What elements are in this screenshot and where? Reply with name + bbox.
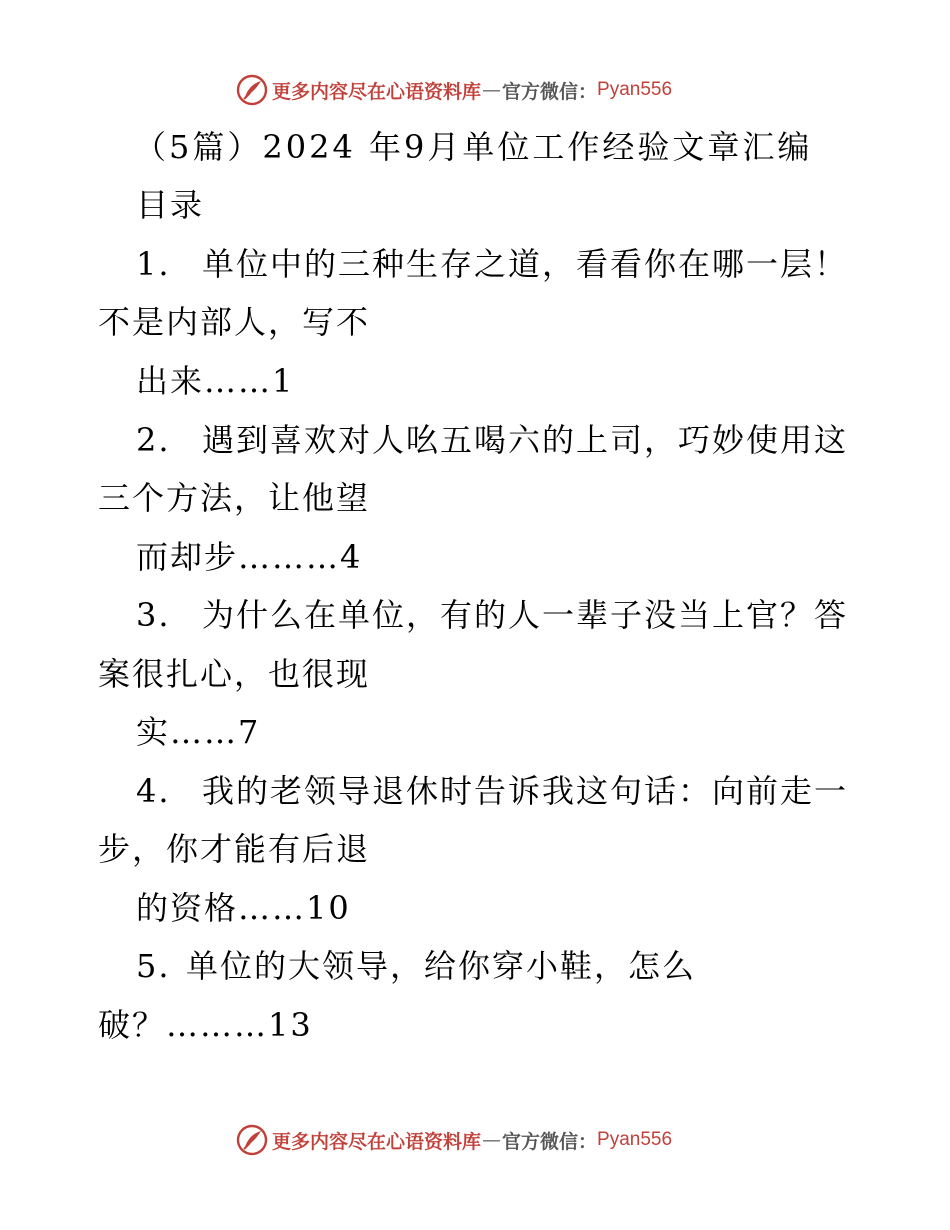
feather-pen-logo-icon (236, 74, 268, 106)
watermark-official-label: 官方微信： (502, 1130, 598, 1153)
toc-item-text: 为什么在单位，有的人一辈子没当上官？答 (202, 596, 849, 634)
toc-item-1-line3: 出来……1 (136, 362, 295, 400)
watermark-wechat-id: Pyan556 (597, 79, 673, 100)
toc-item-number: 4. (136, 772, 171, 810)
toc-item-1-line1 (136, 244, 848, 284)
toc-item-text: 单位中的三种生存之道，看看你在哪一层！ (202, 245, 849, 283)
toc-item-3-line3: 实……7 (136, 713, 261, 751)
toc-item-number: 1. (136, 245, 171, 283)
watermark-official-label: 官方微信： (502, 80, 598, 103)
toc-item-number: 5. (136, 947, 171, 985)
watermark-brand-text: 更多内容尽在心语资料库 (272, 1130, 482, 1153)
toc-item-5-line1 (136, 946, 696, 986)
feather-pen-logo-icon (236, 1124, 268, 1156)
toc-item-text: 我的老领导退休时告诉我这句话：向前走一 (202, 772, 849, 810)
toc-item-1-line2: 不是内部人，写不 (98, 303, 371, 341)
footer-watermark (236, 1122, 672, 1158)
toc-item-text: 单位的大领导，给你穿小鞋，怎么 (186, 947, 697, 985)
toc-item-number: 2. (136, 421, 171, 459)
toc-item-4-line1 (136, 771, 848, 811)
watermark-wechat-id: Pyan556 (597, 1129, 673, 1150)
toc-heading: 目录 (136, 186, 205, 224)
watermark-brand-text: 更多内容尽在心语资料库 (272, 80, 482, 103)
toc-item-number: 3. (136, 596, 171, 634)
toc-item-4-line3: 的资格……10 (136, 889, 351, 927)
watermark-separator: — (482, 1129, 502, 1151)
toc-item-4-line2: 步，你才能有后退 (98, 830, 371, 868)
toc-item-2-line1 (136, 420, 848, 460)
header-watermark (236, 72, 672, 108)
watermark-separator: — (482, 79, 502, 101)
toc-item-2-line2: 三个方法，让他望 (98, 479, 371, 517)
toc-item-3-line2: 案很扎心，也很现 (98, 655, 371, 693)
document-title: （5篇）2024 年9月单位工作经验文章汇编 (134, 128, 813, 166)
toc-item-text: 遇到喜欢对人吆五喝六的上司，巧妙使用这 (202, 421, 849, 459)
toc-item-5-line2: 破？………13 (98, 1006, 313, 1044)
toc-item-2-line3: 而却步………4 (136, 538, 363, 576)
toc-item-3-line1 (136, 595, 848, 635)
